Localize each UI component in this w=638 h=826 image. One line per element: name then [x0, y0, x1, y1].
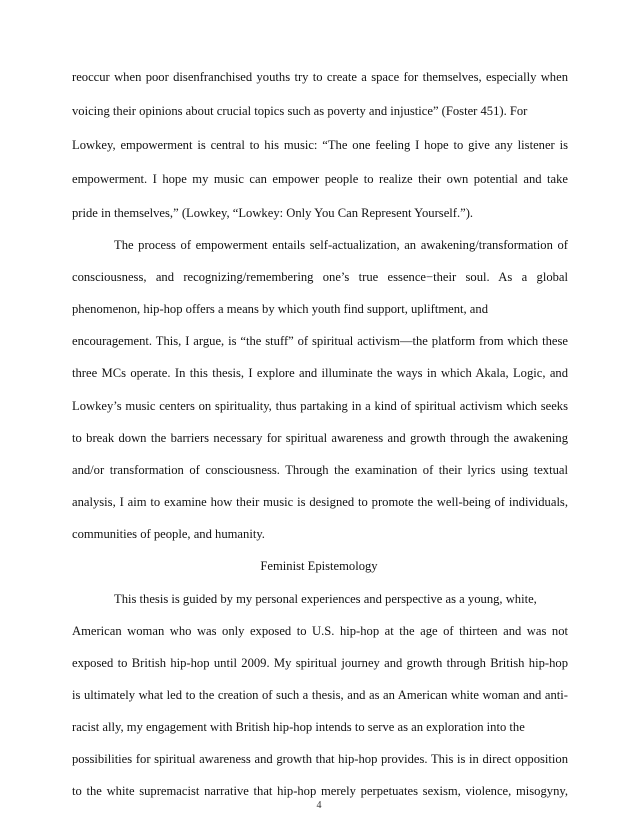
- text-line: pride in themselves,” (Lowkey, “Lowkey: Only You Can Represent Yourself.”).: [72, 206, 474, 220]
- text-line: reoccur when poor disenfranchised youths try to create a space for themselves, especially when: [72, 70, 568, 84]
- page-number: 4: [316, 800, 322, 811]
- text-line: racist ally, my engagement with British hip-hop intends to serve as an exploration into the: [72, 720, 525, 734]
- text-line: The process of empowerment entails self-actualization, an awakening/transformation of: [114, 238, 568, 252]
- text-line: This thesis is guided by my personal experiences and perspective as a young, white,: [114, 592, 537, 606]
- text-line: three MCs operate. In this thesis, I explore and illuminate the ways in which Akala, Logic, and: [72, 366, 568, 380]
- section-heading: Feminist Epistemology: [260, 559, 378, 573]
- text-line: possibilities for spiritual awareness and growth that hip-hop provides. This is in direct opposition: [72, 752, 568, 766]
- text-line: voicing their opinions about crucial topics such as poverty and injustice” (Foster 451). For: [72, 104, 528, 118]
- text-line: to break down the barriers necessary for spiritual awareness and growth through the awakening: [72, 431, 568, 445]
- text-line: communities of people, and humanity.: [72, 527, 265, 541]
- text-line: encouragement. This, I argue, is “the stuff” of spiritual activism—the platform from which these: [72, 334, 568, 348]
- text-line: phenomenon, hip-hop offers a means by which youth find support, upliftment, and: [72, 302, 488, 316]
- text-line: Lowkey’s music centers on spirituality, thus partaking in a kind of spiritual activism which seeks: [72, 399, 568, 413]
- text-line: analysis, I aim to examine how their music is designed to promote the well-being of individuals,: [72, 495, 568, 509]
- text-line: consciousness, and recognizing/remembering one’s true essence−their soul. As a global: [72, 270, 568, 284]
- text-line: and/or transformation of consciousness. Through the examination of their lyrics using textual: [72, 463, 568, 477]
- text-line: is ultimately what led to the creation of such a thesis, and as an American white woman and anti-: [72, 688, 568, 702]
- text-line: exposed to British hip-hop until 2009. My spiritual journey and growth through British hip-hop: [72, 656, 568, 670]
- text-line: American woman who was only exposed to U.S. hip-hop at the age of thirteen and was not: [72, 624, 568, 638]
- text-line: to the white supremacist narrative that hip-hop merely perpetuates sexism, violence, misogyny,: [72, 784, 568, 798]
- text-line: Lowkey, empowerment is central to his music: “The one feeling I hope to give any listener is: [72, 138, 568, 152]
- text-line: empowerment. I hope my music can empower people to realize their own potential and take: [72, 172, 568, 186]
